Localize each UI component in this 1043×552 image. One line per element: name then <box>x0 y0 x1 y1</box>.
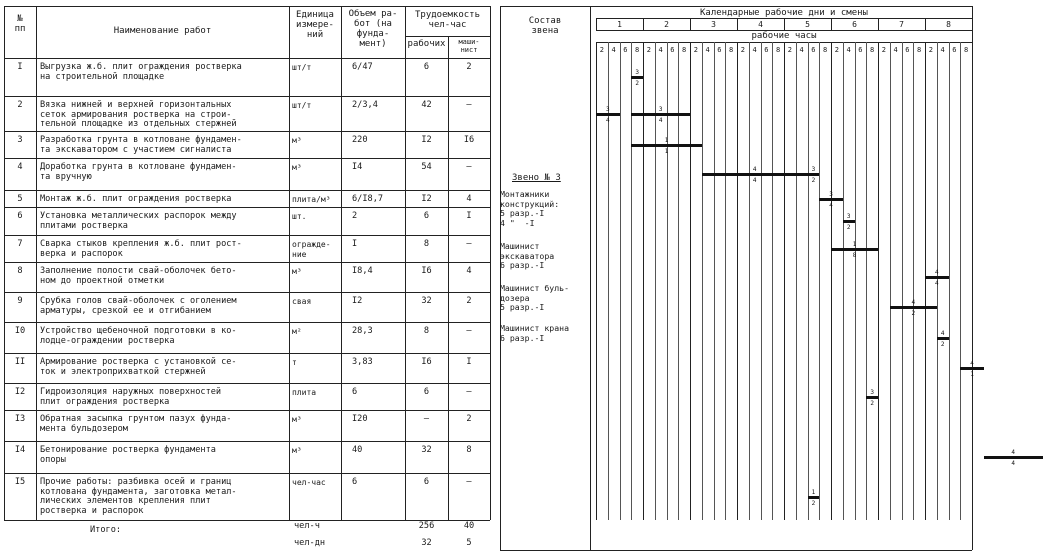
gantt-bar-label-bottom: 4 <box>752 177 757 184</box>
hour-label: 2 <box>881 46 886 54</box>
gantt-bar <box>596 113 620 116</box>
hour-label: 4 <box>940 46 945 54</box>
header-machinists: маши- нист <box>458 38 480 54</box>
work-name: Разработка грунта в котловане фундамен- та экскаватором с участием сигналиста <box>40 135 242 155</box>
table-top-rule <box>4 6 490 7</box>
gantt-bar <box>866 396 878 399</box>
hour-label: 4 <box>752 46 757 54</box>
header-work-name: Наименование работ <box>113 26 212 36</box>
gantt-bar <box>808 173 820 176</box>
gantt-left-rule <box>596 410 597 441</box>
workers-labor-cell: 42 <box>421 100 432 110</box>
header-unit: Единица измере- ний <box>296 10 334 40</box>
workers-labor-cell: 32 <box>421 296 432 306</box>
gantt-bar-label-top: 3 <box>605 106 610 113</box>
work-name: Гидроизоляция наружных поверхностей плит ограждения ростверка <box>40 387 222 407</box>
work-name: Сварка стыков крепления ж.б. плит рост- верка и распорок <box>40 239 242 259</box>
machinist-labor-cell: – <box>466 100 472 110</box>
volume-cell: I4 <box>352 162 363 172</box>
hour-label: 4 <box>705 46 710 54</box>
header-calendar: Календарные рабочие дни и смены <box>700 8 868 18</box>
gantt-top-rule <box>500 6 972 7</box>
hour-divider <box>890 42 891 520</box>
workers-labor-cell: I6 <box>421 266 432 276</box>
hour-label: 6 <box>905 46 910 54</box>
unit-cell: т <box>292 358 297 367</box>
hour-divider <box>761 42 762 520</box>
machinist-labor-cell: – <box>466 477 472 487</box>
gantt-right-rule <box>972 6 973 550</box>
gantt-bar-label-bottom: 1 <box>664 148 669 155</box>
gantt-left-rule <box>596 58 597 96</box>
gantt-bar <box>631 113 690 116</box>
column-rule <box>36 6 37 520</box>
unit-cell: огражде- ние <box>292 240 331 259</box>
day-divider <box>784 42 785 520</box>
gantt-left-rule <box>596 158 597 190</box>
machinist-labor-cell: – <box>466 387 472 397</box>
machinist-labor-cell: – <box>466 326 472 336</box>
totals-workers-days: 32 <box>421 538 432 548</box>
volume-cell: 6 <box>352 477 358 487</box>
hour-label: 4 <box>799 46 804 54</box>
machinist-labor-cell: 4 <box>466 266 472 276</box>
volume-cell: 2/3,4 <box>352 100 378 110</box>
crew-member: Монтажники конструкций: 5 разр.-I 4 " -I <box>500 189 560 228</box>
day-divider <box>737 42 738 520</box>
volume-cell: 40 <box>352 445 363 455</box>
gantt-bar-label-bottom: 8 <box>852 252 857 259</box>
hour-divider <box>796 42 797 520</box>
unit-cell: м³ <box>292 415 302 424</box>
column-rule <box>4 6 5 520</box>
hour-label: 8 <box>823 46 828 54</box>
unit-cell: чел-час <box>292 478 326 487</box>
day-label: 1 <box>617 20 622 29</box>
hour-divider <box>960 42 961 520</box>
gantt-left-rule <box>596 383 597 410</box>
row-number: I3 <box>14 414 26 424</box>
volume-cell: 28,3 <box>352 326 373 336</box>
gantt-bar-label-bottom: 4 <box>1011 460 1015 467</box>
machinist-labor-cell: I <box>466 211 472 221</box>
row-rule <box>4 235 490 236</box>
hour-label: 6 <box>623 46 628 54</box>
workers-labor-cell: 54 <box>421 162 432 172</box>
gantt-left-rule <box>596 441 597 473</box>
unit-cell: шт. <box>292 212 307 221</box>
gantt-bar <box>890 306 937 309</box>
gantt-bar-label-top: 4 <box>940 330 945 337</box>
hour-divider <box>866 42 867 520</box>
gantt-left-rule <box>596 262 597 292</box>
hour-label: 8 <box>964 46 969 54</box>
workers-labor-cell: 8 <box>423 239 430 249</box>
machinist-labor-cell: – <box>466 162 472 172</box>
gantt-bar <box>984 456 1043 459</box>
gantt-bar-label-top: 3 <box>635 69 639 76</box>
hour-label: 6 <box>717 46 722 54</box>
gantt-left-rule <box>596 131 597 158</box>
crew-left-rule <box>500 6 501 550</box>
crew-member: Машинист экскаватора 6 разр.-I <box>500 241 555 271</box>
totals-machinists-hours: 40 <box>463 521 475 531</box>
header-work-hours: рабочие часы <box>751 31 817 41</box>
gantt-left-rule <box>596 473 597 520</box>
gantt-bar-label-bottom: 2 <box>811 177 816 184</box>
row-number: I5 <box>14 477 26 487</box>
row-rule <box>4 473 490 474</box>
machinist-labor-cell: 2 <box>466 62 472 72</box>
row-number: I4 <box>14 445 26 455</box>
gantt-bar-label-top: 1 <box>811 489 816 496</box>
machinist-labor-cell: I6 <box>463 135 475 145</box>
row-number: 2 <box>17 100 23 110</box>
gantt-bar-label-top: 3 <box>870 389 874 396</box>
row-number: 7 <box>17 239 23 249</box>
gantt-bar <box>808 496 820 499</box>
column-rule <box>289 6 290 520</box>
totals-workers-hours: 256 <box>418 521 435 531</box>
gantt-bar-label-bottom: 4 <box>829 202 833 209</box>
day-label: 7 <box>899 20 904 29</box>
hour-label: 2 <box>599 46 604 54</box>
day-label: 5 <box>805 20 810 29</box>
volume-cell: 3,83 <box>352 357 373 367</box>
column-rule <box>341 6 342 520</box>
gantt-bar-label-top: 3 <box>658 106 663 113</box>
header-crew: Состав звена <box>528 16 562 36</box>
row-number: II <box>14 357 26 367</box>
gantt-bottom-rule <box>500 550 972 551</box>
workers-labor-cell: 6 <box>423 62 430 72</box>
gantt-left-rule <box>596 322 597 353</box>
work-name: Обратная засыпка грунтом пазух фунда- мента бульдозером <box>40 414 232 434</box>
gantt-bar-label-bottom: 2 <box>870 400 874 407</box>
unit-cell: свая <box>292 297 312 306</box>
gantt-bar <box>631 76 643 79</box>
calendar-day-rule <box>596 30 972 31</box>
workers-labor-cell: 6 <box>423 387 430 397</box>
day-divider <box>690 42 691 520</box>
work-name: Заполнение полости свай-оболочек бето- ном до проектной отметки <box>40 266 237 286</box>
row-rule <box>4 158 490 159</box>
row-rule <box>4 58 490 59</box>
gantt-bar-label-top: 1 <box>852 241 857 248</box>
volume-cell: 6/47 <box>352 62 373 72</box>
day-label: 3 <box>711 20 716 29</box>
gantt-bar-label-top: 4 <box>911 299 916 306</box>
hour-label: 8 <box>729 46 734 54</box>
hour-label: 6 <box>670 46 675 54</box>
gantt-bar-label-top: 4 <box>934 269 939 276</box>
totals-label: Итого: <box>90 525 122 535</box>
unit-cell: м³ <box>292 163 302 172</box>
row-rule <box>4 262 490 263</box>
row-rule <box>4 441 490 442</box>
unit-cell: м³ <box>292 446 302 455</box>
day-label: 8 <box>946 20 951 29</box>
labor-subheader-rule <box>405 36 490 37</box>
gantt-bar-label-top: 3 <box>846 213 851 220</box>
workers-labor-cell: I6 <box>421 357 432 367</box>
crew-right-rule <box>590 6 591 550</box>
totals-machinists-days: 5 <box>466 538 472 548</box>
hour-label: 2 <box>740 46 745 54</box>
unit-cell: шт/т <box>292 101 312 110</box>
volume-cell: I20 <box>352 414 368 424</box>
hour-divider <box>902 42 903 520</box>
hour-divider <box>819 42 820 520</box>
work-name: Доработка грунта в котловане фундамен- та вручную <box>40 162 237 182</box>
gantt-left-rule <box>596 207 597 235</box>
workers-labor-cell: 32 <box>421 445 432 455</box>
day-label: 6 <box>852 20 857 29</box>
volume-cell: 2 <box>352 211 358 221</box>
row-number: 6 <box>17 211 23 221</box>
row-rule <box>4 353 490 354</box>
hour-label: 8 <box>682 46 687 54</box>
hour-label: 6 <box>952 46 957 54</box>
totals-unit-days: чел-дн <box>294 538 326 548</box>
machinist-labor-cell: I <box>466 357 472 367</box>
row-rule <box>4 520 490 521</box>
work-name: Монтаж ж.б. плит ограждения ростверка <box>40 194 232 204</box>
hour-label: 6 <box>811 46 816 54</box>
row-rule <box>4 322 490 323</box>
gantt-bar-label-bottom: 1 <box>970 371 974 378</box>
row-number: 9 <box>17 296 23 306</box>
gantt-bar-label-top: 4 <box>970 360 974 367</box>
workers-labor-cell: 6 <box>423 211 430 221</box>
work-name: Выгрузка ж.б. плит ограждения ростверка на строительной площадке <box>40 62 242 82</box>
gantt-bar <box>960 367 984 370</box>
row-number: I <box>17 62 23 72</box>
work-name: Срубка голов свай-оболочек с оголением арматуры, срезкой ее и отгибанием <box>40 296 237 316</box>
machinist-labor-cell: – <box>466 239 472 249</box>
gantt-bar <box>702 173 808 176</box>
row-rule <box>4 292 490 293</box>
unit-cell: м³ <box>292 136 302 145</box>
hour-label: 8 <box>776 46 781 54</box>
gantt-bar-label-bottom: 2 <box>811 500 816 507</box>
machinist-labor-cell: 4 <box>466 194 472 204</box>
hour-divider <box>702 42 703 520</box>
hour-divider <box>949 42 950 520</box>
volume-cell: 220 <box>352 135 368 145</box>
row-rule <box>4 131 490 132</box>
header-labor: Трудоемкость чел-час <box>414 10 481 30</box>
volume-cell: I8,4 <box>352 266 373 276</box>
unit-cell: м² <box>292 327 302 336</box>
hour-label: 2 <box>834 46 839 54</box>
gantt-left-rule <box>596 292 597 322</box>
gantt-bar-label-bottom: 4 <box>934 280 939 287</box>
workers-labor-cell: I2 <box>421 135 432 145</box>
column-rule <box>490 6 491 520</box>
totals-unit-hours: чел-ч <box>294 521 320 531</box>
row-number: 5 <box>17 194 23 204</box>
gantt-left-rule <box>596 190 597 207</box>
crew-member: Машинист буль- дозера 5 разр.-I <box>500 283 570 313</box>
gantt-bar <box>925 276 949 279</box>
gantt-left-rule <box>596 235 597 262</box>
hour-label: 4 <box>893 46 898 54</box>
gantt-bar <box>631 144 702 147</box>
gantt-bar-label-top: 3 <box>829 191 833 198</box>
row-rule <box>4 383 490 384</box>
gantt-bar-label-bottom: 2 <box>635 80 639 87</box>
header-number: № пп <box>14 14 26 34</box>
row-number: 4 <box>17 162 23 172</box>
header-volume: Объем ра- бот (на фунда- мент) <box>348 9 398 49</box>
unit-cell: плита/м³ <box>292 195 331 204</box>
header-workers: рабочих <box>407 39 446 49</box>
day-divider <box>831 42 832 520</box>
hour-label: 6 <box>858 46 863 54</box>
workers-labor-cell: I2 <box>421 194 432 204</box>
crew-title: Звено № 3 <box>512 173 561 183</box>
gantt-left-rule <box>596 353 597 383</box>
hour-divider <box>772 42 773 520</box>
hour-divider <box>808 42 809 520</box>
workers-labor-cell: 6 <box>423 477 430 487</box>
gantt-bar-label-bottom: 2 <box>940 341 945 348</box>
hour-divider <box>749 42 750 520</box>
column-rule <box>405 6 406 520</box>
day-divider <box>878 42 879 520</box>
hour-label: 8 <box>870 46 875 54</box>
hour-divider <box>843 42 844 520</box>
hour-label: 8 <box>635 46 640 54</box>
unit-cell: шт/т <box>292 63 312 72</box>
hour-label: 2 <box>928 46 933 54</box>
machinist-labor-cell: 8 <box>466 445 472 455</box>
day-label: 4 <box>758 20 763 29</box>
machinist-labor-cell: 2 <box>466 414 472 424</box>
row-rule <box>4 190 490 191</box>
gantt-bar-label-bottom: 2 <box>846 224 851 231</box>
work-name: Бетонирование ростверка фундамента опоры <box>40 445 216 465</box>
workers-labor-cell: 8 <box>423 326 430 336</box>
volume-cell: I <box>352 239 358 249</box>
hour-label: 8 <box>917 46 922 54</box>
hour-divider <box>620 42 621 520</box>
gantt-bar-label-top: 1 <box>664 137 669 144</box>
work-name: Вязка нижней и верхней горизонтальных сеток армирования ростверка на строи- тельной площадке из отдельных стержней <box>40 100 237 130</box>
gantt-bar-label-top: 3 <box>811 166 816 173</box>
hour-label: 2 <box>693 46 698 54</box>
hour-divider <box>855 42 856 520</box>
crew-member: Машинист крана 6 разр.-I <box>500 323 570 343</box>
workers-labor-cell: – <box>423 414 430 424</box>
volume-cell: 6 <box>352 387 358 397</box>
work-name: Устройство щебеночной подготовки в ко- лодце-ограждении ростверка <box>40 326 237 346</box>
hour-label: 4 <box>846 46 851 54</box>
hour-label: 4 <box>611 46 616 54</box>
hour-label: 6 <box>764 46 769 54</box>
gantt-bar-label-bottom: 2 <box>911 310 916 317</box>
row-number: 8 <box>17 266 23 276</box>
gantt-bar-label-bottom: 4 <box>658 117 663 124</box>
row-rule <box>4 410 490 411</box>
volume-cell: 6/I8,7 <box>352 194 384 204</box>
gantt-bar-label-top: 4 <box>1011 449 1015 456</box>
row-rule <box>4 207 490 208</box>
hour-label: 2 <box>646 46 651 54</box>
gantt-bar <box>831 248 878 251</box>
work-name: Установка металлических распорок между плитами ростверка <box>40 211 237 231</box>
gantt-bar <box>843 220 855 223</box>
gantt-bar-label-bottom: 4 <box>605 117 610 124</box>
hour-divider <box>913 42 914 520</box>
gantt-bar <box>937 337 949 340</box>
hour-label: 2 <box>787 46 792 54</box>
volume-cell: I2 <box>352 296 363 306</box>
hour-label: 4 <box>658 46 663 54</box>
unit-cell: м³ <box>292 267 302 276</box>
gantt-bar <box>819 198 843 201</box>
row-number: I0 <box>14 326 26 336</box>
gantt-bar-label-top: 4 <box>752 166 757 173</box>
hour-divider <box>714 42 715 520</box>
unit-cell: плита <box>292 388 317 397</box>
row-number: I2 <box>14 387 26 397</box>
work-name: Армирование ростверка с установкой се- ток и электроприхваткой стержней <box>40 357 237 377</box>
row-rule <box>4 96 490 97</box>
row-number: 3 <box>17 135 23 145</box>
machinist-labor-cell: 2 <box>466 296 472 306</box>
work-name: Прочие работы: разбивка осей и границ котлована фундамента, заготовка метал- лических элементов крепления плит ростверка и распорок <box>40 477 237 516</box>
day-label: 2 <box>664 20 669 29</box>
hour-divider <box>725 42 726 520</box>
